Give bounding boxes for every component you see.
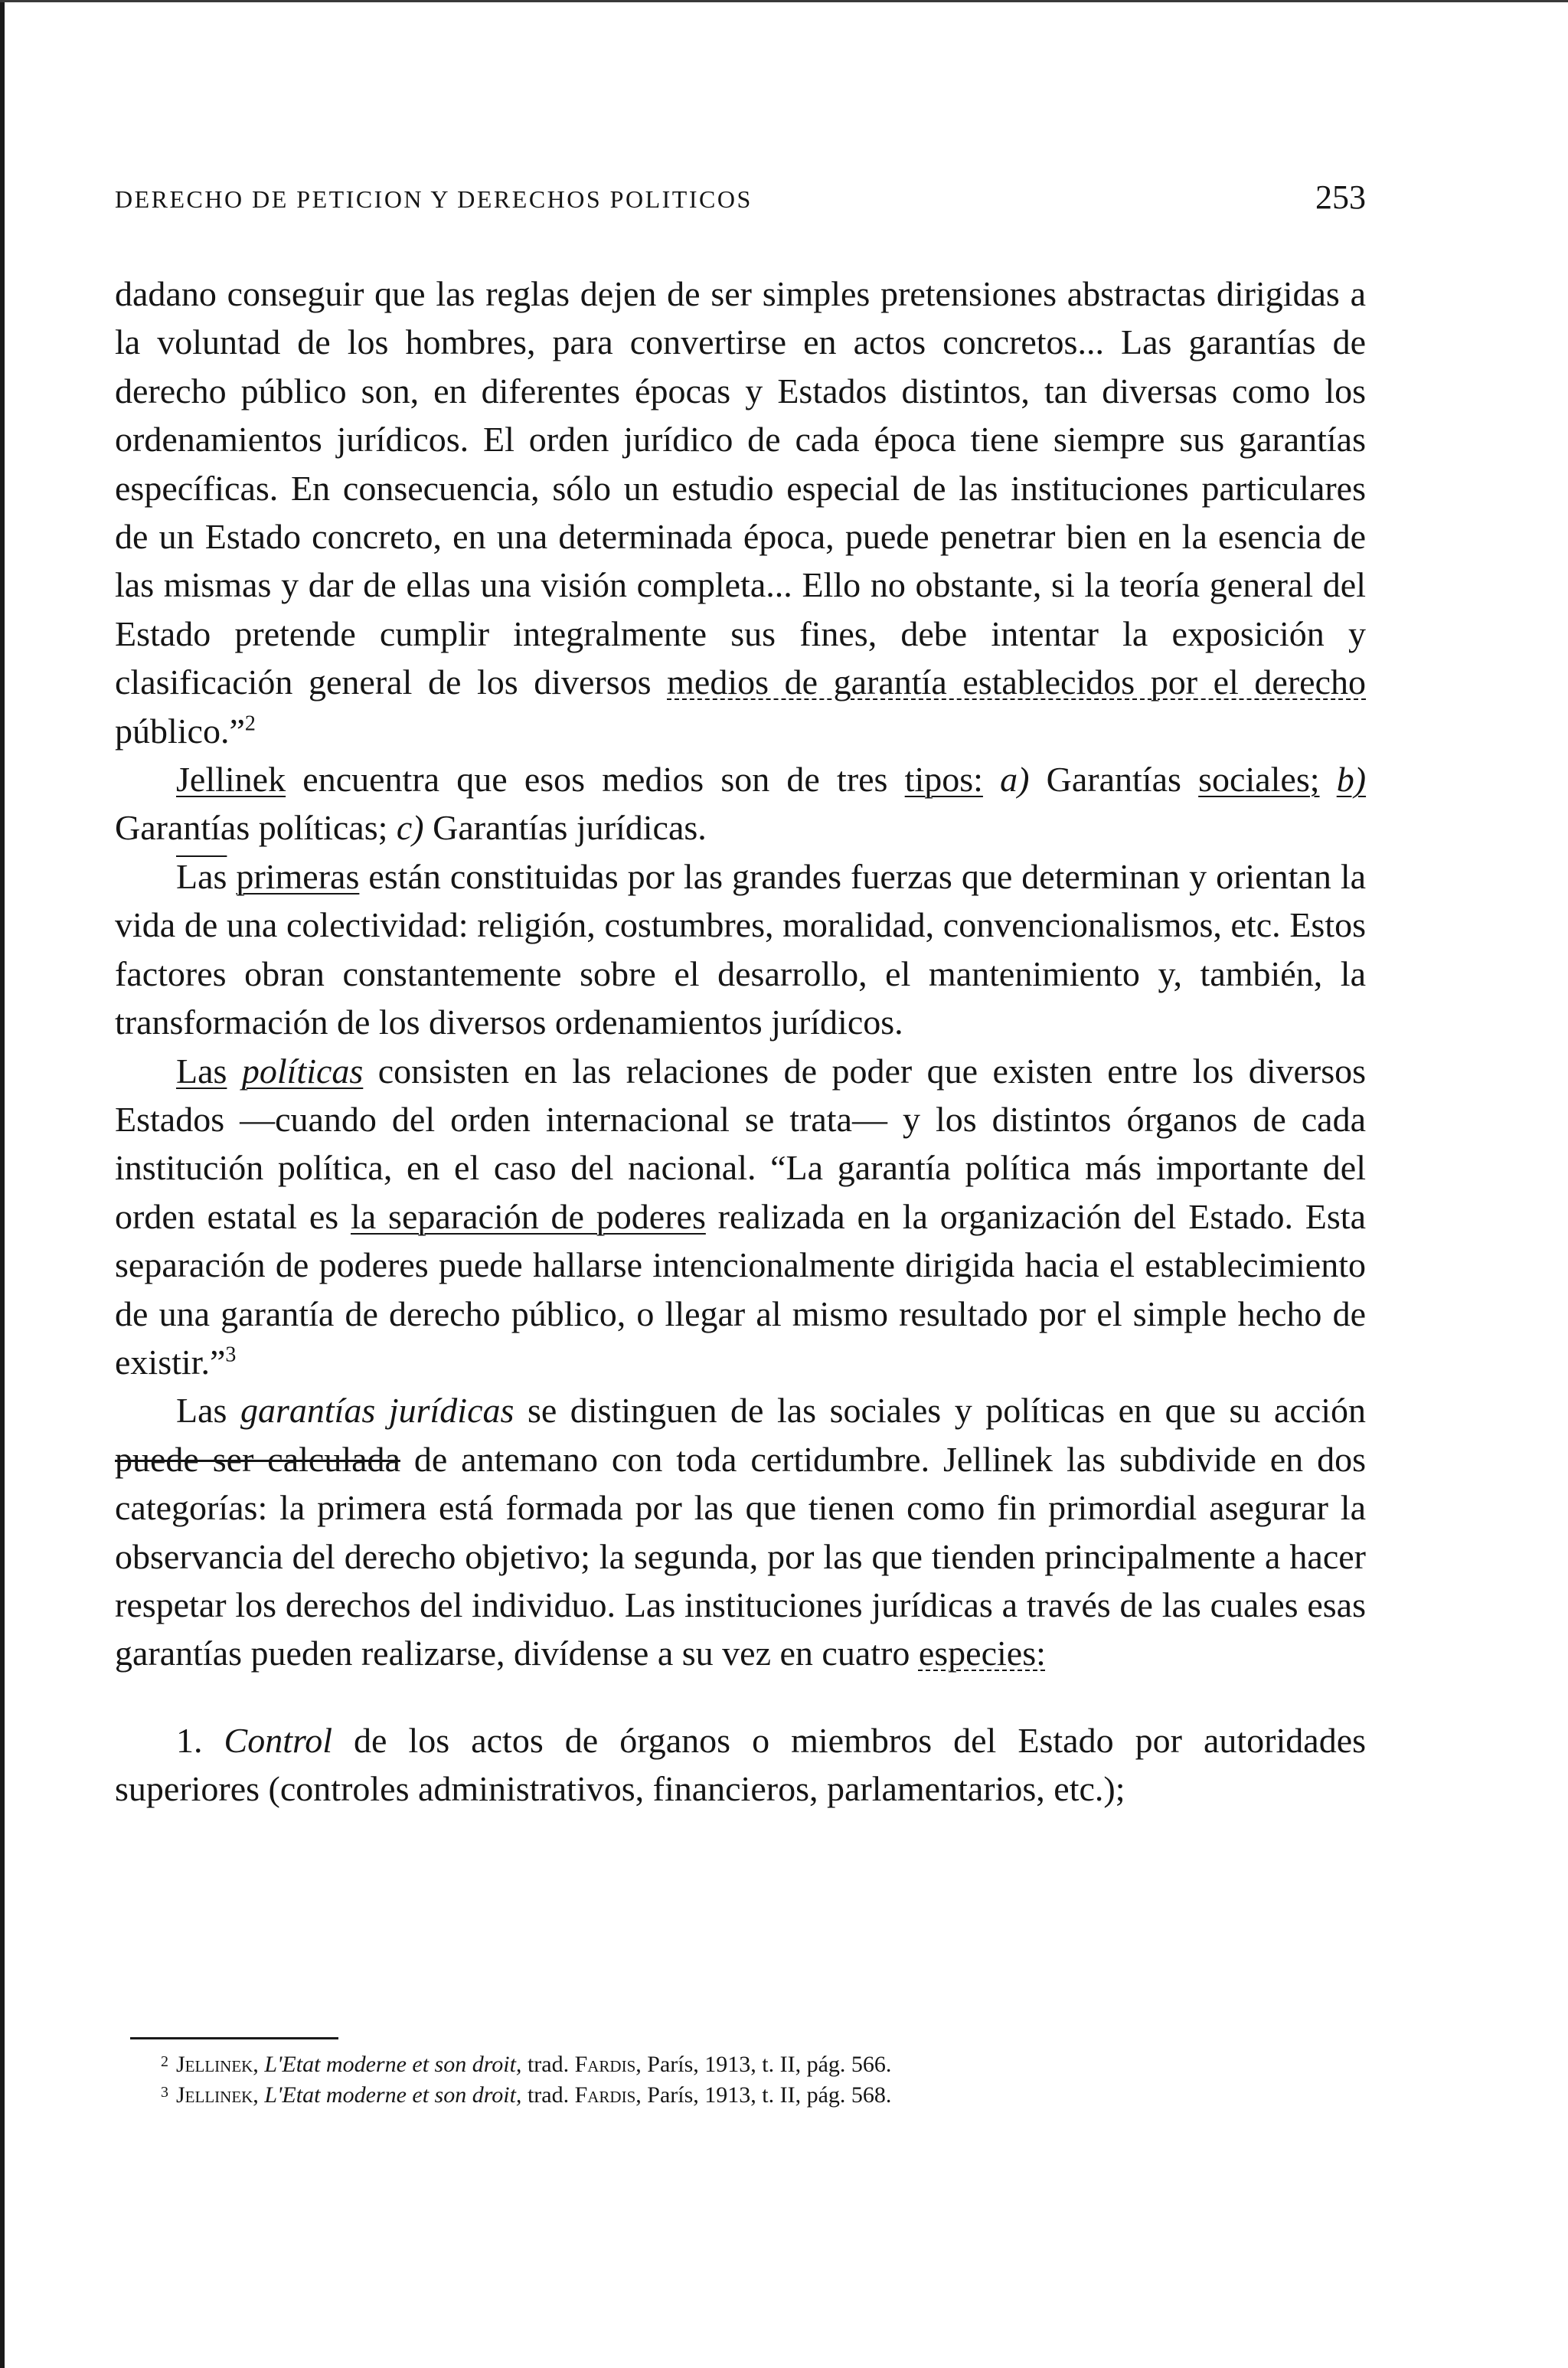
footnote-ref-2: 2 xyxy=(244,711,256,736)
footnote-translator: Fardis, xyxy=(574,2052,642,2077)
emphasis-control: Control xyxy=(224,1720,332,1760)
list-item-1: 1. Control de los actos de órganos o miembros del Estado por autoridades superiores (controles administrativos, financieros, parlamentarios, etc.); xyxy=(115,1720,1367,1809)
page-header xyxy=(115,178,1366,224)
footnote-3: 3 Jellinek, L'Etat moderne et son droit, trad. Fardis, París, 1913, t. II, pág. 568. xyxy=(115,2080,1366,2111)
underlined-phrase: medios de garantía establecidos por el derecho xyxy=(667,662,1366,702)
underlined-primeras: primeras xyxy=(236,856,360,896)
body-text xyxy=(115,270,1366,1814)
footnotes xyxy=(115,2049,1366,2111)
underlined-especies: especies: xyxy=(918,1634,1046,1673)
list-number: 1. xyxy=(176,1720,203,1760)
paragraph-4: Las políticas consisten en las relaciones de poder que existen entre los diversos Estados —cuando del orden internacional se trata— y los distintos órganos de cada institución política, en el caso del nacional. “La garantía política más importante del orden estatal es la separación de poderes realizada en la organización del Estado. Esta separación de poderes puede hallarse intencionalmente dirigida hacia el establecimiento de una garantía de derecho público, o llegar al mismo resultado por el simple hecho de existir.”$^3$ xyxy=(115,1051,1367,1382)
paragraph-3: $\overline{Las}$ primeras están constituidas por las grandes fuerzas que determinan y orientan la vida de una colectividad: religión, costumbres, moralidad, convencionalismos, etc. Estos factores obran constantemente sobre el desarrollo, el mantenimiento y, también, la transformación de los diversos ordenamientos jurídicos. xyxy=(115,856,1367,1042)
footnote-mark: 3 xyxy=(161,2084,168,2101)
paragraph-1: dadano conseguir que las reglas dejen de ser simples pretensiones abstractas dirigidas a la voluntad de los hombres, para convertirse en actos concretos... Las garantías de derecho público son, en diferentes épocas y Estados distintos, tan diversas como los ordenamientos jurídicos. El orden jurídico de cada época tiene siempre sus garantías específicas. En consecuencia, sólo un estudio especial de las instituciones particulares de un Estado concreto, en una determinada época, puede penetrar bien en la esencia de las mismas y dar de ellas una visión completa... Ello no obstante, si la teoría general del Estado pretende cumplir integralmente sus fines, debe intentar la exposición y clasificación general de los diversos medios de garantía establecidos por el derecho público.”$^2$ xyxy=(115,274,1366,751)
struck-phrase: puede ser calculada xyxy=(115,1439,400,1479)
footnote-translator: Fardis, xyxy=(574,2082,642,2108)
footnote-2: 2 Jellinek, L'Etat moderne et son droit, trad. Fardis, París, 1913, t. II, pág. 566. xyxy=(115,2049,1366,2080)
footnote-title: L'Etat moderne et son droit, xyxy=(264,2052,522,2077)
footnote-divider xyxy=(130,2037,338,2039)
footnote-author: Jellinek, xyxy=(176,2052,259,2077)
scan-edge-top xyxy=(0,0,1568,2)
underlined-politicas: políticas xyxy=(241,1051,364,1091)
author-name: Jellinek xyxy=(176,760,286,800)
scan-edge-left xyxy=(0,0,5,2368)
footnote-title: L'Etat moderne et son droit, xyxy=(264,2082,522,2108)
underlined-separacion: la separación de poderes xyxy=(351,1196,706,1236)
running-head: DERECHO DE PETICION Y DERECHOS POLITICOS xyxy=(115,185,753,213)
paragraph-2: Jellinek encuentra que esos medios son de tres tipos: a) Garantías sociales; b) Garantías políticas; c) Garantías jurídicas. xyxy=(115,760,1367,848)
footnote-mark: 2 xyxy=(161,2053,168,2070)
footnote-author: Jellinek, xyxy=(176,2082,259,2108)
footnote-ref-3: 3 xyxy=(225,1343,237,1367)
page-number: 253 xyxy=(1315,178,1366,216)
emphasis-garantias-juridicas: garantías jurídicas xyxy=(240,1391,514,1431)
paragraph-5: Las garantías jurídicas se distinguen de las sociales y políticas en que su acción puede ser calculada de antemano con toda certidumbre. Jellinek las subdivide en dos categorías: la primera está formada por las que tienen como fin primordial asegurar la observancia del derecho objetivo; la segunda, por las que tienden principalmente a hacer respetar los derechos del individuo. Las instituciones jurídicas a través de las cuales esas garantías pueden realizarse, divídense a su vez en cuatro especies: xyxy=(115,1391,1366,1673)
